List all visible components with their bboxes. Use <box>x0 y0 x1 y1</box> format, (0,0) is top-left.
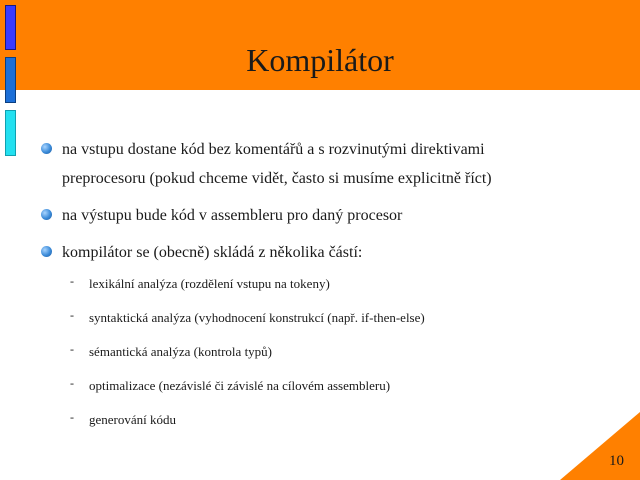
sub-item-text: sémantická analýza (kontrola typů) <box>89 344 273 359</box>
sub-item-text: syntaktická analýza (vyhodnocení konstrukcí (např. if-then-else) <box>89 310 425 325</box>
sub-list-item <box>70 310 570 344</box>
sub-item-text: generování kódu <box>89 412 177 427</box>
bullet-text: kompilátor se (obecně) skládá z několika částí: <box>62 244 363 261</box>
bullet-dot-icon <box>41 246 52 257</box>
bullet-continuation <box>40 163 610 194</box>
bullet-item <box>40 237 610 268</box>
sub-item-text: lexikální analýza (rozdělení vstupu na tokeny) <box>89 276 330 291</box>
corner-triangle <box>560 412 640 480</box>
bullet-item <box>40 134 610 165</box>
dash-icon: - <box>70 274 74 288</box>
stripe-block-cyan <box>5 110 16 156</box>
side-stripe <box>0 0 22 160</box>
dash-icon: - <box>70 376 74 390</box>
sub-list <box>70 276 570 446</box>
bullet-text: preprocesoru (pokud chceme vidět, často si musíme explicitně říct) <box>62 170 492 187</box>
slide-content <box>40 134 610 272</box>
sub-list-item <box>70 378 570 412</box>
page-number: 10 <box>609 453 624 469</box>
sub-list-item <box>70 276 570 310</box>
bullet-text: na vstupu dostane kód bez komentářů a s rozvinutými direktivami <box>62 141 485 158</box>
sub-item-text: optimalizace (nezávislé či závislé na cílovém assembleru) <box>89 378 391 393</box>
sub-list-item <box>70 412 570 446</box>
sub-list-item <box>70 344 570 378</box>
dash-icon: - <box>70 308 74 322</box>
bullet-dot-icon <box>41 209 52 220</box>
dash-icon: - <box>70 342 74 356</box>
bullet-item <box>40 200 610 231</box>
bullet-text: na výstupu bude kód v assembleru pro daný procesor <box>62 207 403 224</box>
slide-title: Kompilátor <box>246 42 394 78</box>
dash-icon: - <box>70 410 74 424</box>
bullet-dot-icon <box>41 143 52 154</box>
